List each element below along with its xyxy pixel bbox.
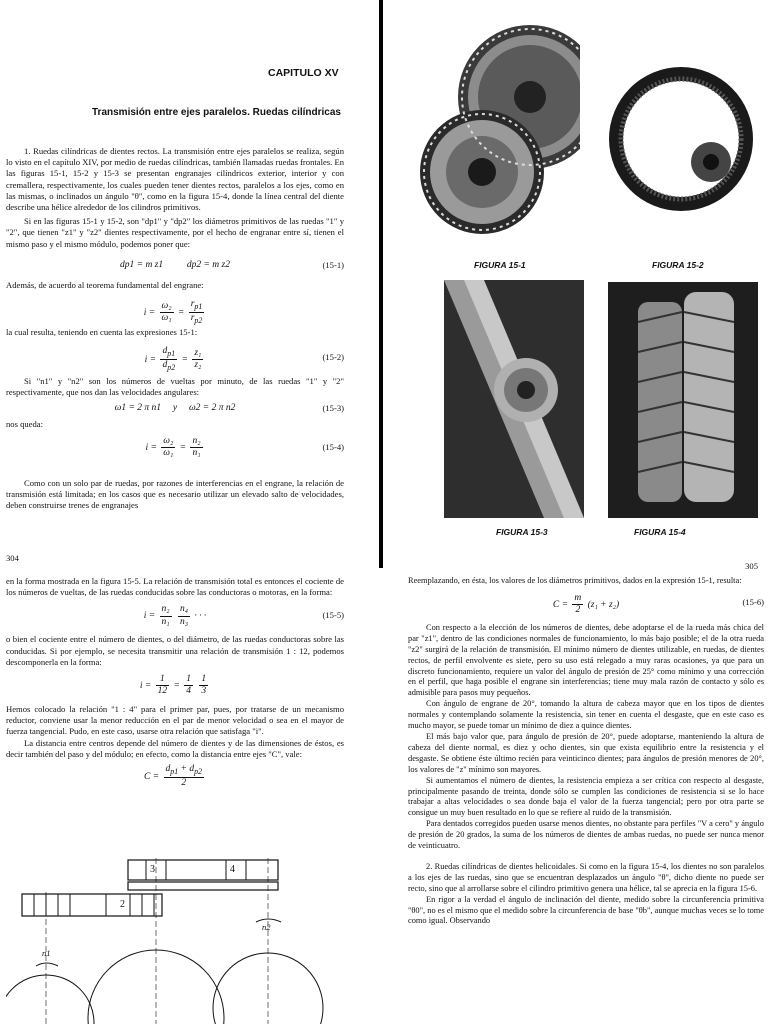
- gear-label-4: 4: [230, 864, 235, 875]
- gear-train-diagram: [6, 858, 344, 1024]
- paragraph: Si "n1" y "n2" son los números de vueltas por minuto, de las ruedas "1" y "2" respectivamente, que nos dan las velocidades angulares:: [6, 376, 344, 398]
- gear-photo-external: [420, 2, 580, 252]
- formula-center-distance: C = $\frac{d_{p1} + d_{p2}}{2}$: [144, 764, 202, 789]
- paragraph: Como con un solo par de ruedas, por razones de interferencias en el engrane, la relación de transmisión está limitada; en los casos que es necesario utilizar un elevado salto de velocidades, deben construirse trenes de engranajes: [6, 477, 344, 511]
- equation-number: (15-4): [322, 441, 344, 452]
- formula-15-6: C = $\frac{m}{2}$ (z₁ + z₂) (15-6): [552, 592, 764, 615]
- gear-photo-internal: [606, 44, 756, 254]
- paragraph: Reemplazando, en ésta, los valores de los diámetros primitivos, dados en la expresión 15-1, resulta:: [408, 576, 742, 585]
- chapter-heading: CAPITULO XV: [268, 67, 339, 79]
- paragraph: en la forma mostrada en la figura 15-5. La relación de transmisión total es entonces el cociente de los números de vueltas, de las ruedas conducidas sobre las conductoras o motoras, en la forma:: [6, 576, 344, 598]
- formula-15-4: i = $\frac{\text{ω₂}}{\text{ω₁}}$ = $\frac{\text{n₂}}{\text{n₁}}$ (15-4): [145, 435, 344, 459]
- gear-label-3: 3: [150, 864, 155, 875]
- paragraph: 1. Ruedas cilíndricas de dientes rectos. La transmisión entre ejes paralelos se realiza, según lo visto en el capítulo XIV, por medio de ruedas cilíndricas, también llamadas ruedas frontales. En las figuras 15-1, 15-2 y 15-3 se presentan engranajes cilíndricos exterior, interior y con cremallera, respectivamente, los cuales pueden tener dientes rectos, paralelos a los ejes, como en las mismas, o inclinados un ángulo "θ", como en la figura 15-4, donde la línea central del diente describe una hélice alrededor de los cilindros primitivos.: [6, 146, 344, 213]
- paragraph: Con respecto a la elección de los números de dientes, debe adoptarse el de la rueda más chica del par "z1", dentro de las condiciones normales de funcionamiento, lo más bajo posible; el de la otra rueda "z2" surgirá de la relación de transmisión. El mínimo número de dientes utilizable, en ruedas, de dientes rectos, de perfil envolvente es siete, pero su uso está relegado a muy raras ocasiones, ya que para un discreto funcionamiento, requiere un valor del ángulo de presión de 25° como mínimo y una corrección en el perfil, que haga posible el engrane sin interferencias; tiene muy mala razón de contacto y sólo es admisible para pasos muy pequeños.: [408, 622, 764, 698]
- gear-label-2: 2: [120, 899, 125, 910]
- figure-caption-15-2: FIGURA 15-2: [652, 260, 704, 270]
- figure-caption-15-3: FIGURA 15-3: [496, 527, 548, 537]
- speed-label-n2: n2: [262, 922, 271, 932]
- equation-number: (15-3): [322, 402, 344, 413]
- paragraph: nos queda:: [6, 418, 43, 429]
- page-number: 304: [6, 553, 19, 563]
- formula-text: dp1 = m z1 dp2 = m z2: [120, 259, 230, 270]
- equation-number: (15-6): [742, 596, 764, 607]
- page-304-continued: [6, 576, 344, 1024]
- paragraph: o bien el cociente entre el número de dientes, o del diámetro, de las ruedas conductoras sobre las conducidas. Si por ejemplo, se necesita transmitir una relación de transmisión 1 : 12, podemos descomponerla en la forma:: [6, 634, 344, 667]
- formula-i: i =: [144, 355, 157, 366]
- paragraph: El más bajo valor que, para ángulo de presión de 20°, puede adoptarse, manteniendo la altura de cabeza del diente normal, es diez y ocho dientes, sin que exista equilibrio entre la resistencia y el desgaste. Se obtiene éste último recién para veinticinco dientes; para ángulos de presión menores de 20°, los valores de "z" mínimo son mayores.: [408, 731, 764, 774]
- page-304: [6, 0, 344, 568]
- formula-15-3: [6, 399, 344, 419]
- formula-text: ω1 = 2 π n1 y ω2 = 2 π n2: [114, 402, 236, 413]
- page-305-text: [408, 576, 764, 1024]
- paragraph: En rigor a la verdad el ángulo de inclinación del diente, medido sobre la circunferencia primitiva "θ0", no es el mismo que el medido sobre la circunferencia de base "θb", aunque muchas veces se lo tome como igual. Observando: [408, 894, 764, 926]
- paragraph: Con ángulo de engrane de 20°, tomando la altura de cabeza mayor que en los tipos de dientes normales y contemplando solamente la resistencia, sin tener en cuenta el desgaste, que en este caso es mucho mayor, se puede tomar un mínimo de diez a quince dientes.: [408, 699, 764, 731]
- equation-number: (15-1): [322, 259, 344, 270]
- page-number: 305: [745, 561, 758, 571]
- gear-photo-rack: [444, 280, 584, 518]
- page-figures: [384, 0, 768, 578]
- paragraph: la cual resulta, teniendo en cuenta las expresiones 15-1:: [6, 327, 198, 338]
- gear-photo-helical: [608, 282, 758, 518]
- paragraph: Para dentados corregidos pueden usarse menos dientes, no obstante para perfiles "V a cero" y ángulo de presión de 20 grados, la suma de los números de dientes de ambas ruedas, no puede ser nunca menor de veinticuatro.: [408, 819, 764, 851]
- formula-ratio-radii: i = $\frac{\text{ω₂}}{\text{ω₁}}$ = $\frac{r_{p1}}{r_{p2}}$: [143, 299, 203, 326]
- formula-i: i =: [145, 442, 157, 453]
- page-divider: [379, 0, 383, 568]
- formula-ratio-example: i = $\frac{1}{12}$ = $\frac{1}{4}$ $\frac{1}{3}$: [139, 674, 207, 697]
- speed-label-n1: n1: [42, 948, 51, 958]
- formula-i: i =: [143, 307, 156, 318]
- formula-c: C =: [144, 771, 160, 782]
- paragraph: Hemos colocado la relación "1 : 4" para el primer par, pues, por tratarse de un mecanismo reductor, conviene usar la menor reducción en el par de menor velocidad o sea en el mayor de fuerza tangencial. Pudo, en este caso, usarse otra relación que satisfaga "i".: [6, 704, 344, 737]
- paragraph: La distancia entre centros depende del número de dientes y de las dimensiones de éstos, es decir también del paso y del módulo; en efecto, como la distancia entre ejes "C", vale:: [6, 737, 344, 759]
- formula-15-2: i = $\frac{d_{p1}}{d_{p2}}$ = $\frac{\text{z₁}}{\text{z₂}}$ (15-2): [144, 346, 344, 373]
- paragraph: 2. Ruedas cilíndricas de dientes helicoidales. Si como en la figura 15-4, los dientes no son paralelos a los ejes de las ruedas, sino que se encuentran desplazados un ángulo "θ", dicho diente no puede ser recto, sino que al arrollarse sobre el cilindro primitivo genera una hélice, tal se aprecia en la figura 15-6.: [408, 861, 764, 893]
- chapter-title: Transmisión entre ejes paralelos. Ruedas cilíndricas: [92, 107, 341, 118]
- formula-15-5: i = $\frac{\text{n₂}}{\text{n₁}}$ $\frac{\text{n₄}}{\text{n₃}}$ · · · (15-5): [143, 604, 344, 627]
- figure-caption-15-4: FIGURA 15-4: [634, 527, 686, 537]
- paragraph: Si aumentamos el número de dientes, la resistencia empieza a ser crítica con respecto al desgaste, principalmente pasando de treinta, donde sólo se cumplen las condiciones de resistencia si se lo hace trabajar a altas velocidades o sea donde baja el valor de la fuerza tangencial; pero por otra parte se consigue un muy buen resultado en lo que se refiere al ruido de la transmisión.: [408, 775, 764, 818]
- formula-15-1: [6, 254, 344, 278]
- paragraph: Además, de acuerdo al teorema fundamental del engrane:: [6, 279, 204, 290]
- equation-number: (15-5): [322, 610, 344, 621]
- figure-caption-15-1: FIGURA 15-1: [474, 260, 526, 270]
- equation-number: (15-2): [322, 352, 344, 363]
- paragraph: Si en las figuras 15-1 y 15-2, son "dp1" y "dp2" los diámetros primitivos de las ruedas "1" y "2", que tienen "z1" y "z2" dientes respectivamente, por el hecho de engranar entre sí, tienen el mismo paso y el mismo módulo, podemos poner que:: [6, 216, 344, 249]
